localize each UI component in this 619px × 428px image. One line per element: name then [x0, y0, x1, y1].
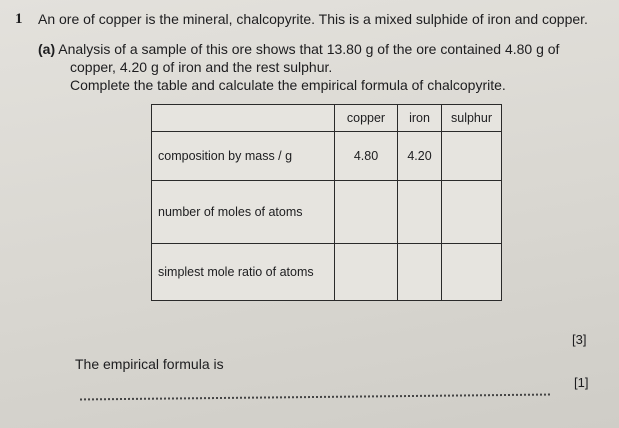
table-row [152, 244, 502, 301]
part-text-line1: Analysis of a sample of this ore shows that 13.80 g of the ore contained 4.80 g of [58, 41, 560, 57]
part-text-line3: Complete the table and calculate the empirical formula of chalcopyrite. [70, 77, 506, 93]
cell-ratio-iron-answer[interactable] [398, 244, 442, 301]
table-corner-cell [152, 105, 335, 132]
cell-ratio-copper-answer[interactable] [335, 244, 398, 301]
cell-mass-sulphur-answer[interactable] [442, 132, 502, 181]
cell-moles-sulphur-answer[interactable] [442, 181, 502, 244]
question-number: 1 [15, 11, 23, 27]
formula-marks: [1] [574, 375, 589, 390]
cell-moles-copper-answer[interactable] [335, 181, 398, 244]
header-copper: copper [335, 105, 398, 132]
table-header-row [152, 105, 502, 132]
composition-table [151, 104, 502, 301]
formula-answer-line[interactable] [80, 394, 550, 401]
question-stem: An ore of copper is the mineral, chalcopyrite. This is a mixed sulphide of iron and copper. [38, 11, 588, 27]
row-label-mass: composition by mass / g [152, 132, 335, 181]
cell-moles-iron-answer[interactable] [398, 181, 442, 244]
table-row [152, 132, 502, 181]
cell-ratio-sulphur-answer[interactable] [442, 244, 502, 301]
header-iron: iron [398, 105, 442, 132]
table-marks: [3] [572, 332, 587, 347]
table-row [152, 181, 502, 244]
part-text-line2: copper, 4.20 g of iron and the rest sulphur. [70, 59, 333, 75]
row-label-ratio: simplest mole ratio of atoms [152, 244, 335, 301]
cell-mass-iron: 4.20 [398, 132, 442, 181]
formula-prompt: The empirical formula is [75, 356, 224, 372]
cell-mass-copper: 4.80 [335, 132, 398, 181]
row-label-moles: number of moles of atoms [152, 181, 335, 244]
header-sulphur: sulphur [442, 105, 502, 132]
part-label: (a) [38, 41, 56, 57]
part-a [38, 40, 608, 94]
